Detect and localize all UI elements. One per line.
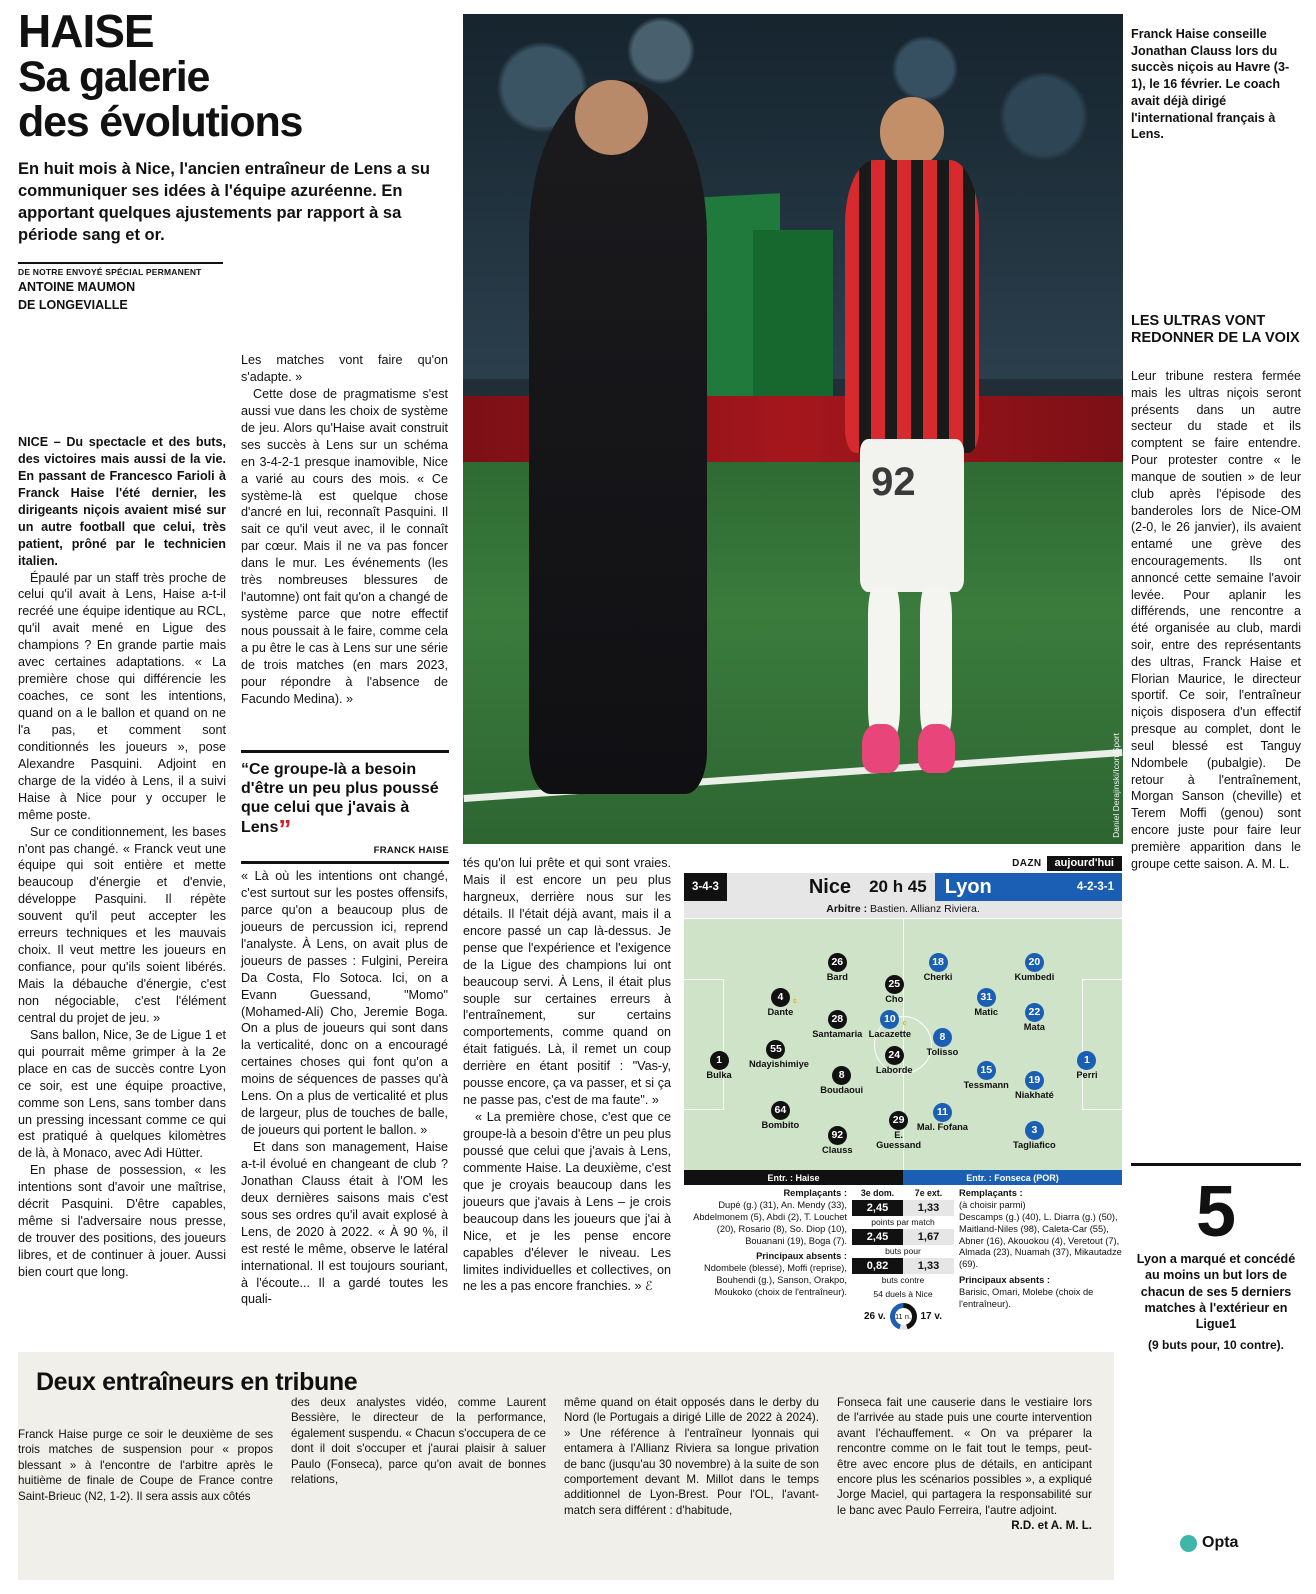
home-formation: 3-4-3 [684,873,727,901]
paragraph: « Là où les intentions ont changé, c'est surtout sur les postes offensifs, parce qu'on a beaucoup plus de joueurs de percussion ici, reprend l'analyste. À Lens, on avait plus de joueurs de passes : Fulgini, Pereira Da Costa, Flo Sotoca. Ici, on a Evann Guessand, "Momo" (Mohamed-Ali) Cho, Jeremie Boga. On a plus de joueurs qui sont dans la verticalité, donc on a encouragé certaines choses qui font qu'on a moins de séquences de passes qu'à Lens. On a plus de verticalité et plus de largeur, plus de touches de balle, de joueurs qui portent le ballon. » [241,869,448,1138]
lineup-player [692,1050,746,1081]
player-name: Kumbedi [1014,971,1055,982]
opta-label: Opta [1202,1534,1239,1551]
referee-name: Bastien. Allianz Riviera. [870,903,980,915]
photo-player-number: 92 [871,459,916,504]
opta-dot-icon [1180,1535,1197,1552]
photo-coach-figure [529,80,707,794]
home-absents-label: Principaux absents : [756,1251,847,1262]
player-number: 4 c [771,988,790,1007]
player-number: 20 [1025,953,1044,972]
home-coach: Entr. : Haise [684,1170,903,1185]
stat-row [852,1229,954,1245]
player-number: 11 [933,1103,952,1122]
lineup-player [815,1065,869,1096]
today-badge: aujourd'hui [1047,856,1122,871]
stat-label-3: 54 duels à Nice [873,1289,933,1300]
lineup-player [748,1039,809,1070]
player-number: 3 [1025,1121,1044,1140]
photo-advert-board-2 [753,230,832,396]
lineup-player [1060,1050,1114,1081]
article-column-3 [241,868,448,1308]
stat-row [852,1200,954,1216]
photo-credit: Daniel Derajinski/Icon Sport [1111,733,1121,838]
lineup-player [863,1009,917,1040]
sidebar-body: Leur tribune restera fermée mais les ultras niçois seront présents dans un autre secteur du stade et ils comptent se faire entendre. Pour protester contre « le manque de soutien » de leur club après l'épisode des banderoles lors de Nice-OM (2-0, le 26 janvier), ils avaient entamé une grève des encouragements. Ils ont annoncé cette semaine l'avoir levée. Pour aplanir les différends, une rencontre a été organisée au club, mardi soir, entre des représentants des ultras, Franck Haise et Florian Maurice, le directeur sportif. Ce soir, l'entraîneur niçois disposera d'un effectif presque au complet, dont le seul blessé est Tanguy Ndombele (pubalgie). De retour à l'entraînement, Morgan Sanson (cheville) et Terem Moffi (genou) sont encore juste pour faire leur première apparition dans le groupe cette saison. A. M. L. [1131,369,1301,871]
match-stats [852,1188,954,1330]
sidebar-divider [1131,1163,1301,1166]
player-number: 10 c [880,1010,899,1029]
duel-summary [852,1303,954,1330]
player-number: 28 [828,1010,847,1029]
lineup-player [959,987,1013,1018]
stat-number: 5 [1195,1172,1237,1252]
player-name: Ndayishimiye [748,1059,809,1070]
player-name: Tessmann [963,1079,1009,1090]
coach-bar [684,1170,1122,1185]
lead-photo [463,14,1123,844]
opta-logo [1180,1534,1238,1552]
player-name: Laborde [875,1064,913,1075]
photo-player-sock-right [920,585,952,738]
paragraph: Les matches vont faire qu'on s'adapte. » [241,353,448,384]
paragraph: même quand on était opposés dans le derby du Nord (le Portugais a dirigé Lille de 2022 à 2024). » Une référence à l'entraîneur lyonnais qui entamera à l'Allianz Riviera sa longue privation de banc (jusqu'au 30 novembre) à la suite de son comportement devant M. Millot dans le temps additionnel de Lyon-Brest. Pour l'OL, l'avant-match sera différent : d'habitude, [564,1396,819,1517]
standfirst: En huit mois à Nice, l'ancien entraîneur de Lens a su communiquer ses idées à l'équipe azuréenne. En apportant quelques ajustements par rapport à sa période sang et or. [18,159,430,245]
player-name: Santamaria [812,1029,863,1040]
away-subs-note: (à choisir parmi) [959,1199,1026,1210]
stat-away-2: 1,33 [903,1258,954,1274]
player-name: Bard [826,971,848,982]
referee-label: Arbitre : [826,903,868,915]
player-number: 64 [771,1101,790,1120]
match-preview-module [684,855,1122,1322]
paragraph: des deux analystes vidéo, comme Laurent Bessière, le directeur de la performance, également suspendu. « Chacun s'occupera de ce dont il doit s'occuper et j'aurai plaisir à saluer Paulo (Fonseca), parce qu'on avait de bonnes relations, [291,1396,546,1487]
lineup-player [810,952,864,983]
stat-row [852,1258,954,1274]
lineup-player [1007,1070,1061,1101]
away-team-name: Lyon [935,873,1069,901]
player-name: Niakhaté [1015,1089,1054,1100]
byline-prefix: DE NOTRE ENVOYÉ SPÉCIAL PERMANENT [18,267,202,278]
stat-subtext: (9 buts pour, 10 contre). [1147,1337,1285,1352]
player-number: 15 [977,1061,996,1080]
player-name: Dante [767,1006,794,1017]
match-header [684,873,1122,901]
player-name: Bombito [761,1119,800,1130]
stat-home-0: 2,45 [852,1200,903,1216]
away-subs-label: Remplaçants : [959,1188,1023,1198]
player-number: 55 [766,1040,785,1059]
away-coach: Entr. : Fonseca (POR) [903,1170,1122,1185]
stat-home-2: 0,82 [852,1258,903,1274]
player-number: 8 [933,1028,952,1047]
home-absents-list: Ndombele (blessé), Moffi (reprise), Bouhendi (g.), Sanson, Orakpo, Moukoko (choix de l'entraîneur). [704,1263,847,1298]
photo-coach-head [575,80,648,155]
lineup-player [1007,952,1061,983]
photo-player-head [880,97,944,167]
paragraph: Franck Haise purge ce soir le deuxième de ses trois matches de suspension pour « propos blessant » à l'encontre de l'arbitre après le huitième de finale de Coupe de France contre Saint-Brieuc (N2, 1-2). Il sera assis aux côtés [18,1428,273,1503]
player-name: Boudaoui [820,1084,864,1095]
bottom-title: Deux entraîneurs en tribune [36,1368,358,1396]
stat-label-1: buts pour [885,1246,921,1257]
pullquote-text: “Ce groupe-là a besoin d'être un peu plus poussé que celui que j'avais à Lens [241,761,439,836]
pitch-penalty-box-left [684,979,724,1110]
player-number: 8 [832,1066,851,1085]
photo-player-boot-left [862,724,900,773]
lineup-player [753,987,807,1018]
paragraph: Cette dose de pragmatisme s'est aussi vue dans les choix de système de jeu. Alors qu'Haise avait construit ses succès à Lens sur un schéma en 3-4-2-1 presque inamovible, Nice a varié au cours des mois. « Ce système-là est quelque chose d'ancré en lui, reconnaît Pasquini. Il sait ce qu'il veut avec, il le connaît par cœur. Mais il ne va pas foncer dans le mur. Les événements (les très nombreuses blessures de l'automne) ont fait qu'on a changé de système parce que notre effectif nous poussait à le faire, comme cela a pu être le cas à Lens sur une série de trois matches (en mars 2023, pour répondre à l'absence de Facundo Medina). » [241,386,448,706]
lineup-player [810,1125,864,1156]
referee-row [684,901,1122,918]
article-column-1 [18,434,226,1281]
duel-home-wins: 26 v. [864,1310,886,1322]
away-absents-label: Principaux absents : [959,1275,1050,1286]
bottom-columns [18,1395,1114,1534]
article-column-2 [241,352,448,708]
player-name: Clauss [822,1144,853,1155]
lineup-pitch [684,918,1122,1170]
photo-caption: Franck Haise conseille Jonathan Clauss lors du succès niçois au Havre (3-1), le 16 février. Le coach avait déjà dirigé l'international français à Lens. [1131,27,1290,142]
lineup-player [911,952,965,983]
broadcast-row [684,855,1122,871]
pullquote [241,750,449,864]
paragraph: Sur ce conditionnement, les bases n'ont pas changé. « Franck veut une équipe qui soit entière et mette beaucoup d'énergie et d'envie, développe Pasquini. Il répète souvent qu'il peut accepter les erreurs techniques et les mauvais choix. Il veut mettre les joueurs en confiance, pour qu'ils soient libérés. Mais la débauche d'énergie, c'est non négociable, c'est l'élément central du projet de jeu. » [18,824,226,1025]
lineup-player [810,1009,864,1040]
player-number: 1 [710,1051,729,1070]
player-name: Cho [885,994,904,1005]
paragraph: NICE – Du spectacle et des buts, des victoires mais aussi de la vie. En passant de Francesco Farioli à Franck Haise l'été dernier, les dirigeants niçois avaient misé sur un autre football que celui, très patient, prôné par le technicien italien. [18,435,226,568]
bottom-column-2 [291,1395,546,1534]
player-name: Mata [1023,1021,1045,1032]
duel-draws: 11 n. [895,1308,912,1325]
player-number: 31 [977,988,996,1007]
subs-and-stats [684,1188,1122,1330]
byline-name-2: DE LONGEVIALLE [18,297,128,312]
stat-label-0: points par match [871,1217,935,1228]
player-number: 92 [828,1126,847,1145]
away-absents-list: Barisic, Omari, Molebe (choix de l'entraîneur). [959,1287,1094,1310]
player-name: Mal. Fofana [916,1122,968,1133]
headline-title-line2: des évolutions [18,97,303,146]
byline-name-1: ANTOINE MAUMON [18,280,136,295]
lineup-player [1007,1002,1061,1033]
bottom-column-4 [837,1395,1092,1534]
player-name: Lacazette [868,1029,912,1040]
paragraph: « La première chose, c'est que ce groupe-là a besoin d'être un peu plus poussé que celui que j'avais à Lens, commente Haise. La deuxième, c'est que je croyais beaucoup dans les joueurs que j'avais à Lens – je crois beaucoup dans les joueurs que j'ai à Nice, et je les pense encore capables d'élever le niveau. Les limites individuelles et collectives, on ne les a pas encore franchies. » ℰ [463,1110,671,1294]
photo-player-figure [839,97,984,794]
player-number: 26 [828,953,847,972]
bottom-column-1 [18,1395,273,1534]
paragraph: En phase de possession, « les intentions sont d'avoir une maîtrise, décrit Pasquini. D'être capables, même si l'adversaire nous presse, de trouver des positions, des joueurs libres, et de continuer à jouer. Aussi bien court que long. [18,1163,226,1279]
broadcaster-label: DAZN [1012,857,1042,869]
paragraph: Épaulé par un staff très proche de celui qu'il avait à Lens, Haise a-t-il recréé une équipe identique au RCL, qu'il avait mené en Ligue des champions ? En grande partie mais avec certaines adaptations. « La première chose qui différencie les coaches, ce sont les intentions, quand on a le ballon et quand on ne l'a pas, et comment sont conditionnés les joueurs », pose Alexandre Pasquini. Adjoint en charge de la vidéo à Lens, il a suivi Haise à Nice pour y occuper le même poste. [18,570,226,822]
paragraph: tés qu'on lui prête et qui sont vraies. Mais il est encore un peu plus hargneux, derrière nous sur les détails. Il l'était déjà avant, mais il a encore passé un cap là-dessus. Je pense que l'expérience et l'exigence de la Ligue des champions lui ont beaucoup servi. À Lens, il était plus souple sur certaines erreurs à l'entraînement, sur certains comportements, comme quand on était fatigués. Là, il remet un coup derrière en étant positif : "Vas-y, pousse encore, ça va passer, et si ça ne passe pas, c'est de ma faute". » [463,856,671,1108]
player-number: 19 [1025,1071,1044,1090]
player-name: Bulka [706,1069,732,1080]
home-rank: 3e dom. [860,1188,895,1198]
paragraph: Sans ballon, Nice, 3e de Ligue 1 et qui pourrait même grimper à la 2e place en cas de succès contre Lyon ce soir, est une équipe proactive, comme son Lens, sans tomber dans un pressing incessant comme ce qui est pratiqué à quelques kilomètres de là, à Monaco, avec Adi Hütter. [18,1027,226,1161]
home-team-name: Nice [727,873,861,901]
bottom-signature: R.D. et A. M. L. [1011,1519,1092,1533]
lineup-player [753,1100,807,1131]
player-number: 24 [885,1046,904,1065]
headline-title-line1: Sa galerie [18,52,210,101]
photo-player-sock-left [868,585,900,738]
pitch-penalty-box-right [1082,979,1122,1110]
player-number: 22 [1025,1003,1044,1022]
player-name: Tagliafico [1013,1139,1056,1150]
quote-mark-icon: ” [278,813,292,844]
home-subs-block [684,1188,852,1330]
stat-away-0: 1,33 [903,1200,954,1216]
sidebar-heading: LES ULTRAS VONT REDONNER DE LA VOIX [1131,313,1300,346]
away-formation: 4-2-3-1 [1069,873,1122,901]
kickoff-time: 20 h 45 [861,873,935,901]
player-number: 29 [889,1111,908,1130]
photo-player-boot-right [918,724,956,773]
stat-away-1: 1,67 [903,1229,954,1245]
away-rank: 7e ext. [914,1188,943,1198]
captain-icon: c [792,997,797,1005]
captain-icon: c [902,1020,907,1028]
stat-home-1: 2,45 [852,1229,903,1245]
player-name: Tolisso [926,1046,959,1057]
byline [18,262,223,313]
photo-player-shirt [845,160,979,453]
stat-text: Lyon a marqué et concédé au moins un but lors de chacun de ses 5 derniers matches à l'extérieur en Ligue1 [1136,1251,1296,1332]
away-subs-block [954,1188,1122,1330]
home-subs-label: Remplaçants : [783,1188,847,1198]
pullquote-author: FRANCK HAISE [373,844,449,856]
player-number: 1 [1077,1051,1096,1070]
away-subs-list: Descamps (g.) (40), L. Diarra (g.) (50), Maitland-Niles (98), Caleta-Car (55), Abner (16), Akouokou (4), Veretout (7), Almada (23), Nuamah (37), Mikautadze (69). [959,1211,1122,1270]
stat-label-2: buts contre [881,1275,925,1286]
paragraph: Et dans son management, Haise a-t-il évolué en changeant de club ? Jonathan Clauss était à l'OM les deux dernières saisons mais c'est sous ses ordres qu'il avait explosé à Lens, de 2020 à 2022. « À 90 %, il est resté le même, observe le latéral international. Il est toujours souriant, à l'écoute... Il a gardé toutes les quali- [241,1140,448,1307]
bottom-column-3 [564,1395,819,1534]
lineup-player [959,1060,1013,1091]
player-number: 18 [929,953,948,972]
lineup-player [867,1045,921,1076]
player-name: E. Guessand [876,1129,922,1150]
article-column-4 [463,855,671,1295]
home-subs-list: Dupé (g.) (31), An. Mendy (33), Abdelmonem (5), Abdi (2), T. Louchet (20), Rosario (8), So. Diop (10), Bouanani (19), Boga (7). [693,1199,847,1246]
paragraph: Fonseca fait une causerie dans le vestiaire lors de l'arrivée au stade puis une courte intervention avant l'échauffement. « On va préparer la rencontre comme on le fait tout le temps, peut-être avec encore plus de détails, en anticipant encore plus les scénarios possibles », a expliqué Jorge Maciel, qui partagera la responsabilité sur le banc avec Paulo Ferreira, l'autre adjoint. [837,1396,1092,1517]
lineup-player [915,1102,969,1133]
stat-highlight [1131,1172,1301,1352]
lineup-player [1007,1120,1061,1151]
headline-kicker: HAISE [18,5,154,57]
headline-block [18,5,458,313]
player-name: Cherki [923,971,953,982]
player-name: Perri [1076,1069,1098,1080]
duel-away-wins: 17 v. [920,1310,942,1322]
player-name: Matic [974,1006,999,1017]
player-number: 25 [885,975,904,994]
duel-ring-icon [890,1303,917,1330]
lineup-player [915,1027,969,1058]
